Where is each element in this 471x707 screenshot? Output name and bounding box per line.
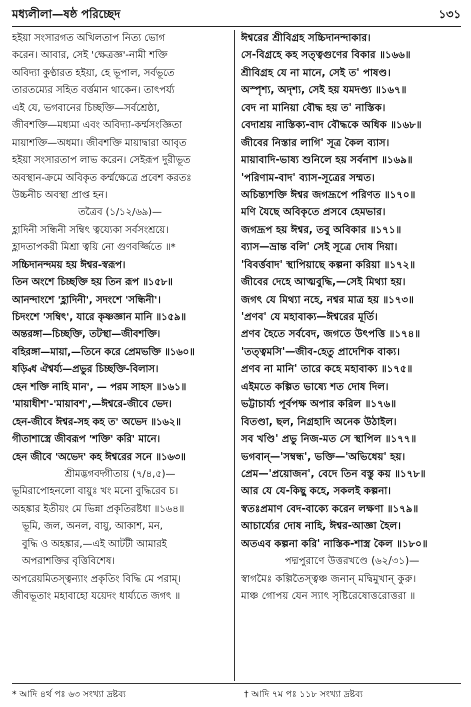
verse-line: 'বিবর্ত্তবাদ' স্থাপিয়াছে কল্পনা করিয়া ॥১৭২॥: [241, 259, 416, 271]
text-line: অহঙ্কার ইতীয়ং মে ভিন্না প্রকৃতিরষ্টধা ॥১৬৪॥: [12, 503, 185, 515]
verse-line: এইমতে কল্পিত ভাষ্যে শত দোষ দিল।: [241, 381, 389, 393]
footnote-left: * আদি ৪র্থ পঃ ৬৩ সংখ্যা দ্রষ্টব্য: [12, 689, 126, 700]
verse-line: ব্যাস—ভ্রান্ত বলি' সেই সূত্রে দোষ দিয়া।: [241, 242, 398, 254]
text-line: হইয়া সংসারতাপ লাভ করেন। সেইরূপ দুরীভূত: [12, 155, 191, 167]
verse-line: ঈশ্বরের শ্রীবিগ্রহ সচ্চিদানন্দাকার।: [241, 33, 371, 44]
verse-line: মণি যৈছে অবিকৃতে প্রসবে হেমভার।: [241, 207, 386, 219]
verse-line: 'মায়াধীশ'-'মায়াবশ',—ঈশ্বরে-জীবে ভেদ।: [12, 399, 172, 411]
page-number: ১৩১: [438, 6, 461, 21]
text-line: ভূমি, জল, অনল, বায়ু, আকাশ, মন,: [22, 521, 163, 533]
verse-line: ষড়্বিধ ঐশ্বর্য্য—প্রভুর চিচ্ছক্তি-বিলাস।: [12, 364, 159, 376]
text-line: মাঞ্চ গোপয় যেন স্যাৎ সৃষ্টিরেষোত্তরোত্তরা ॥: [241, 591, 416, 602]
verse-source-heading: তত্রৈব (১/১২/৬৯)—: [78, 207, 162, 219]
text-line: ভূমিরাপোহনলো বায়ুঃ খং মনো বুদ্ধিরেব চ।: [12, 486, 179, 498]
verse-line: অন্তরঙ্গা—চিচ্ছক্তি, তটস্থা—জীবশক্তি।: [12, 329, 161, 341]
verse-line: প্রেম—'প্রয়োজন', বেদে তিন বস্তু কয় ॥১৭৮॥: [241, 468, 426, 480]
text-line: হ্লাদিনী সন্ধিনী সম্বিৎ ত্বয্যেকা সর্বসংশ্রয়ে।: [12, 224, 169, 236]
verse-line: তিন অংশে চিচ্ছক্তি হয় তিন রূপ ॥১৫৮॥: [12, 277, 173, 289]
text-line: উচ্চনীচ অবস্থা প্রাপ্ত হন।: [12, 189, 108, 201]
text-line: এই যে, ভগবানের চিচ্ছক্তি—সর্বশ্রেষ্ঠা,: [12, 102, 160, 114]
verse-line: সচ্চিদানন্দময় হয় ঈশ্বর-স্বরূপ।: [12, 259, 126, 271]
verse-line: সব খণ্ডি' প্রভু নিজ-মত সে স্থাপিল ॥১৭৭॥: [241, 434, 417, 446]
verse-line: বেদাশ্রয় নাস্তিক্য-বাদ বৌদ্ধকে অধিক ॥১৬৮॥: [241, 120, 422, 132]
verse-line: ভট্টাচার্য্য পূর্বপক্ষ অপার করিল ॥১৭৬॥: [241, 399, 397, 411]
verse-line: প্রণব না মানি' তারে কহে মহাবাক্য ॥১৭৫॥: [241, 364, 413, 376]
verse-line: হেন শক্তি নাহি মান', — পরম সাহস ॥১৬১॥: [12, 381, 187, 393]
right-column: [241, 30, 463, 681]
verse-line: চিদংশে 'সম্বিৎ', যারে কৃষ্ণজ্ঞান মানি ॥১৫৯॥: [12, 312, 186, 323]
verse-line: মায়াবাদি-ভাষ্য শুনিলে হয় সর্বনাশ ॥১৬৯॥: [241, 155, 413, 167]
footnote-right: † আদি ৭ম পঃ ১১৮ সংখ্যা দ্রষ্টব্য: [244, 689, 363, 700]
chapter-heading: মধ্যলীলা—ষষ্ঠ পরিচ্ছেদ: [12, 6, 121, 21]
verse-source-heading: শ্রীমদ্ভগবদ্গীতায় (৭/৪,৫)—: [64, 468, 176, 480]
verse-line: গীতাশাস্ত্রে জীবরূপ 'শক্তি' করি' মানে।: [12, 434, 161, 446]
verse-line: ভগবান্—'সম্বন্ধ', ভক্তি—'অভিধেয়' হয়।: [241, 451, 406, 463]
verse-line: হেন জীবে 'অভেদ' কহ ঈশ্বরের সনে ॥১৬৩॥: [12, 451, 186, 463]
text-line: হ্লাদতাপকরী মিশ্রা ত্বয়ি নো গুণবর্জ্জিতে ॥*: [12, 242, 176, 254]
verse-line: আনন্দাংশে 'হ্লাদিনী', সদংশে 'সন্ধিনী'।: [12, 294, 161, 306]
verse-line: প্রণব হৈতে সর্ববেদ, জগতে উৎপত্তি ॥১৭৪॥: [241, 329, 421, 341]
text-line: অপরাশক্তির বৃত্তিবিশেষ।: [22, 556, 115, 568]
verse-line: আর যে যে-কিছু কহে, সকলই কল্পনা।: [241, 486, 391, 498]
verse-line: আচার্য্যের দোষ নাহি, ঈশ্বর-আজ্ঞা হৈল।: [241, 521, 401, 533]
verse-line: বেদ না মানিয়া বৌদ্ধ হয় ত' নাস্তিক।: [241, 102, 386, 114]
text-line: স্বাগমৈঃ কল্পিতৈস্ত্বঞ্চ জনান্ মদ্বিমুখান্ কুরু।: [241, 573, 417, 585]
running-header: [12, 4, 461, 27]
verse-line: অচিন্ত্যশক্তি ঈশ্বর জগদ্রূপে পরিণত ॥১৭০॥: [241, 189, 416, 201]
verse-line: 'পরিণাম-বাদ' ব্যাস-সূত্রের সম্মত।: [241, 172, 375, 184]
left-column: [12, 30, 228, 681]
column-divider: [234, 30, 235, 681]
verse-line: শ্রীবিগ্রহ যে না মানে, সেই ত' পাষণ্ড।: [241, 67, 391, 79]
verse-line: জীবের দেহে আত্মবুদ্ধি,—সেই মিথ্যা হয়।: [241, 277, 406, 289]
verse-line: হেন-জীবে ঈশ্বর-সহ কহ ত' অভেদ ॥১৬২॥: [12, 416, 181, 428]
text-line: তারতম্যের সহিত বর্ত্তমান থাকেন। তাৎপর্য্য: [12, 85, 175, 97]
verse-line: জগৎ যে মিথ্যা নহে, নশ্বর মাত্র হয় ॥১৭৩॥: [241, 294, 414, 306]
text-line: করেন। আবার, সেই 'ক্ষেত্রজ্ঞ'-নামী শক্তি: [12, 50, 168, 62]
text-line: জীবশক্তি—মধ্যমা এবং অবিদ্যা-কর্ম্মসংজ্ঞিতা: [12, 120, 182, 132]
text-line: হইয়া সংসারগত অখিলতাপ নিত্য ভোগ: [12, 33, 165, 44]
verse-line: অস্পৃশ্য, অদৃশ্য, সেই হয় যমদণ্ড্য ॥১৬৭॥: [241, 85, 407, 97]
text-line: জীবভূতাং মহাবাহো যয়েদং ধার্য্যতে জগৎ ॥: [12, 591, 181, 602]
verse-line: বিতণ্ডা, ছল, নিগ্রহাদি অনেক উঠাইল।: [241, 416, 397, 428]
text-line: অপরেয়মিতস্ত্বন্যাং প্রকৃতিং বিদ্ধি মে পরাম্।: [12, 573, 181, 585]
text-line: বুদ্ধি ও অহঙ্কার,—এই আটটী আমারই: [22, 538, 167, 550]
text-line: মায়াশক্তি—অধমা। জীবশক্তি মায়াদ্বারা আবৃত: [12, 137, 187, 149]
verse-line: জীবের নিস্তার লাগি' সূত্র কৈল ব্যাস।: [241, 137, 390, 149]
verse-line: স্বতঃপ্রমাণ বেদ-বাক্যে করেন লক্ষণা ॥১৭৯॥: [241, 503, 419, 515]
footnotes: [12, 683, 461, 704]
verse-line: সে-বিগ্রহে কহ সত্ত্বগুণের বিকার ॥১৬৬॥: [241, 50, 411, 62]
text-line: অবিদ্যা কুণ্ঠারত হইয়া, হে ভূপাল, সর্বভূতে: [12, 67, 175, 79]
verse-line: বহিরঙ্গা—মায়া,—তিনে করে প্রেমভক্তি ॥১৬০॥: [12, 346, 195, 358]
verse-source-heading: পদ্মপুরাণে উত্তরখণ্ডে (৬২/৩১)—: [284, 556, 420, 568]
text-line: অবস্থান-ক্রমে অবিকৃত কর্ম্মক্ষেত্রে প্রবেশ করতঃ: [12, 172, 192, 184]
verse-line: 'প্রণব' যে মহাবাক্য—ঈশ্বরের মূর্তি।: [241, 312, 378, 323]
verse-line: 'তত্ত্বমসি'—জীব-হেতু প্রাদেশিক বাক্য।: [241, 346, 400, 358]
verse-line: অতএব কল্পনা করি' নাস্তিক-শাস্ত্র কৈল ॥১৮০॥: [241, 538, 428, 550]
verse-line: জগদ্রূপ হয় ঈশ্বর, তবু অবিকার ॥১৭১॥: [241, 224, 402, 236]
